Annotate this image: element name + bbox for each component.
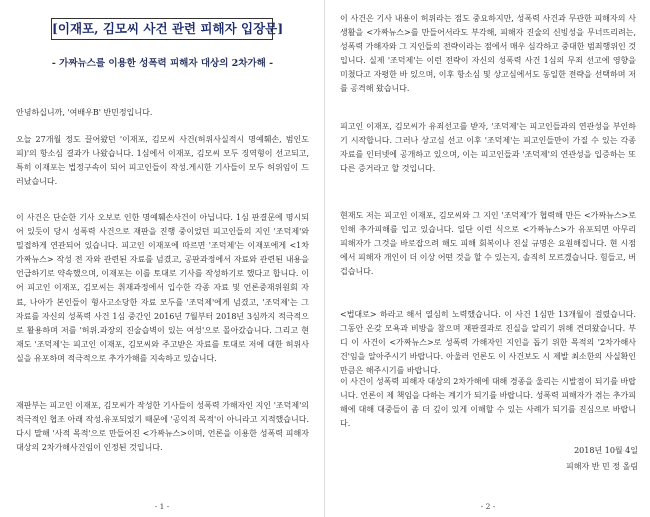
paragraph-7: <법대로> 하라고 해서 열심히 노력했습니다. 이 사건 1심만 13개월이 걸렸습니다. 그동안 온갖 모욕과 비방을 참으며 재판결과로 진실을 알리기 위해 견뎌왔습니다. 부디 이 사건이 <가짜뉴스>로 성폭력 가해자인 지인을 돕기 위한 목적의 '2차가해사건'임을 알아주시기 바랍니다. 아울러 언론도 이 사건보도 시 제발 최소한의 사실확인 만큼은 해주시기를 바랍니다. (340, 310, 636, 376)
signature: 피해자 반 민 정 올림 (566, 462, 638, 471)
paragraph-8: 이 사건이 성폭력 피해자 대상의 2차가해에 대해 경종을 울리는 시발점이 되기를 바랍니다. 언론이 제 책임을 다하는 계기가 되기를 바랍니다. 성폭력 피해자가 겪는 추가피해에 대해 대중들이 좀 더 깊이 있게 이해할 수 있는 사례가 되기를 진심으로 바랍니다. (340, 377, 636, 429)
page-divider (324, 0, 325, 517)
paragraph-5: 피고인 이재포, 김모씨가 유죄선고를 받자, '조덕제'는 피고인들과의 연관성을 부인하기 시작합니다. 그러나 상고심 선고 이후 '조덕제'는 피고인들만이 가질 수 있는 각종 자료를 인터넷에 공개하고 있으며, 이는 피고인들과 '조덕제'의 연관성을 입증하는 또다른 증거라고 할 것입니다. (340, 122, 636, 174)
page-1 (0, 0, 324, 517)
document-subtitle: - 가짜뉴스를 이용한 성폭력 피해자 대상의 2차가해 - (51, 58, 274, 69)
page-2 (326, 0, 650, 517)
greeting: 안녕하십니까, '여배우B' 반민정입니다. (16, 108, 153, 117)
paragraph-3: 재판부는 피고인 이재포, 김모씨가 작성한 기사들이 성폭력 가해자인 지인 '조덕제'의 적극적인 협조 아래 작성.유포되었기 때문에 '공익적 목적'이 아니라고 지적했습니다. 다시 말해 '사적 목적'으로 만들어진 <가짜뉴스>이며, 언론을 이용한 성폭력 피해자 대상의 2차가해사건임이 인정된 것입니다. (16, 401, 309, 453)
paragraph-2: 이 사건은 단순한 기사 오보로 인한 명예훼손사건이 아닙니다. 1심 판결문에 명시되어 있듯이 당시 성폭력 사건으로 재판을 진행 중이었던 피고인들의 지인 '조덕제'와 밀접하게 연관되어 있습니다. 피고인 이재포에 따르면 '조덕제'는 이재포에게 <1차 가짜뉴스> 작성 전 자와 관련된 자료를 넘겼고, 공판과정에서 자료와 관련된 내용을 언급하기로 약속했으며, 이재포는 이를 토대로 기사를 작성하기로 했다고 합니다. 이어 피고인 이재포, 김모씨는 취재과정에서 입수한 각종 자료 및 언론중재위원회 자료, 나아가 본인들이 형사고소당한 자료 모두를 '조덕제'에게 넘겼고, '조덕제'는 그 자료를 자신의 성폭력 사건 1심 중간인 2016년 7월부터 2018년 3심까지 적극적으로 활용하며 저를 '허위.과장의 진술습벽이 있는 여성'으로 몰아갔습니다. 그리고 현재도 '조덕제'는 피고인 이재포, 김모씨와 주고받은 자료를 토대로 저에 대한 허위사실을 유포하며 적극적으로 추가가해를 지속하고 있습니다. (16, 213, 309, 363)
paragraph-1: 오늘 27개월 정도 끌어왔던 '이재포, 김모씨 사건(허위사실적시 명예훼손, 범인도피)'의 항소심 결과가 나왔습니다. 1심에서 이재포, 김모씨 모두 징역형이 선고되고, 특히 이재포는 법정구속이 되어 피고인들이 작성.게시한 기사들이 모두 허위임이 드러났습니다. (16, 135, 309, 187)
page-number: - 1 - (154, 502, 170, 511)
page-number: - 2 - (480, 502, 496, 511)
paragraph-6: 현재도 저는 피고인 이재포, 김모씨와 그 지인 '조덕제'가 협력해 만든 <가짜뉴스>로 인해 추가피해를 입고 있습니다. 일단 이런 식으로 <가짜뉴스>가 유포되면 아무리 피해자가 그것을 바로잡으려 해도 피해 회복이나 진실 규명은 요원해집니다. 현 시점에서 피해자 개인이 더 이상 어떤 것을 할 수 있는지, 솔직히 모르겠습니다. 힘들고, 버겁습니다. (340, 211, 636, 277)
document-title: [이재포, 김모씨 사건 관련 피해자 입장문] (51, 18, 273, 40)
date: 2018년 10월 4일 (574, 446, 638, 455)
paragraph-4: 이 사건은 기사 내용이 허위라는 점도 중요하지만, 성폭력 사건과 무관한 피해자의 사생활을 <가짜뉴스>를 만들어서라도 부각해, 피해자 진술의 신빙성을 무너뜨리려는, 성폭력 가해자와 그 지인들의 전략이라는 점에서 매우 심각하고 중대한 범죄행위인 것입니다. 실제 '조덕제'는 이런 전략이 자신의 성폭력 사건 1심의 무죄 선고에 영향을 미쳤다고 자평한 바 있으며, 이후 항소심 및 상고심에서도 동일한 전략을 선택하며 저를 공격해 왔습니다. (340, 14, 636, 94)
